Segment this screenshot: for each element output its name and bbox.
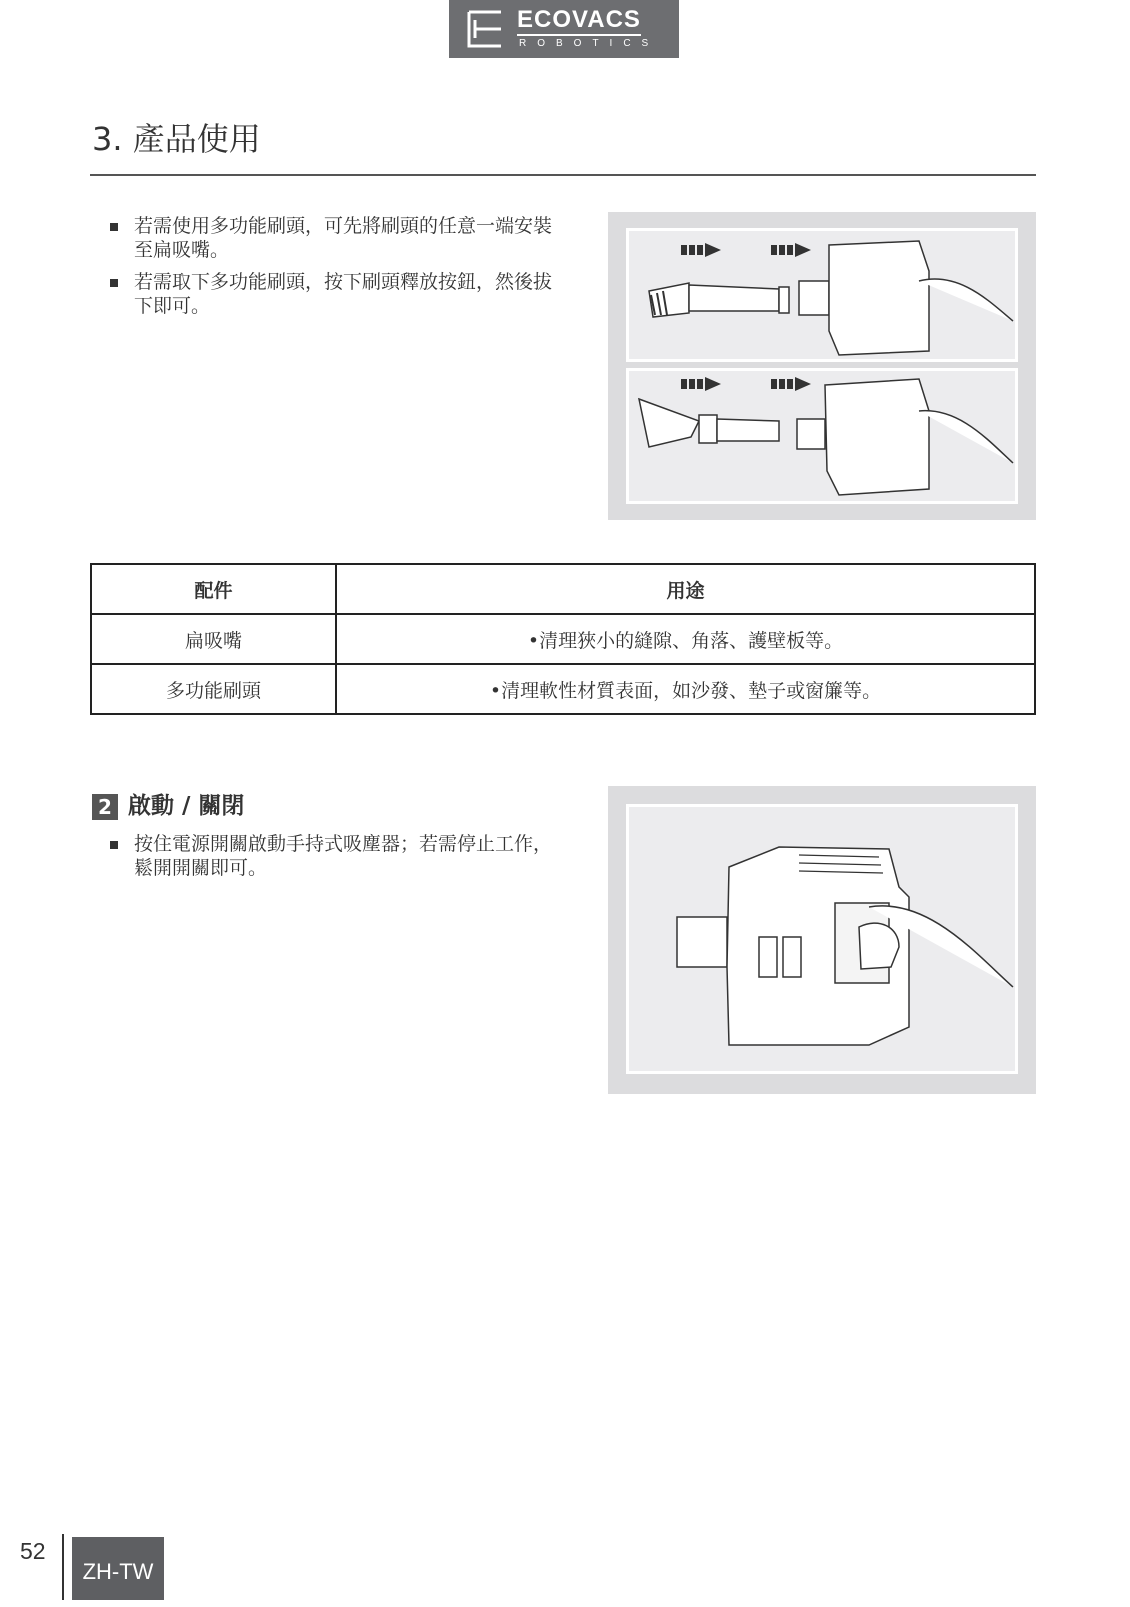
hand-holding-vacuum-drawing [629, 807, 1015, 1071]
table-cell-use: •清理狹小的縫隙、角落、護壁板等。 [336, 614, 1035, 664]
attach-brush-illustration [608, 212, 1036, 520]
accessory-table [90, 563, 1036, 715]
list-item: 按住電源開關啟動手持式吸塵器；若需停止工作，鬆開開關即可。 [108, 832, 568, 880]
table-cell-accessory: 扁吸嘴 [91, 614, 336, 664]
section2-title: 啟動 / 關閉 [128, 793, 245, 819]
attach-brush-drawing [629, 371, 1015, 501]
table-row [91, 614, 1035, 664]
illustration-panel-bottom [626, 368, 1018, 504]
brand-name: ECOVACS [517, 6, 641, 36]
page-number: 52 [20, 1538, 46, 1564]
section1-bullet-list [108, 214, 568, 326]
footer-divider [62, 1534, 64, 1600]
brand-subtitle: ROBOTICS [519, 38, 660, 49]
column-header-use: 用途 [336, 564, 1035, 614]
ecovacs-logo-icon [467, 10, 503, 48]
section2-heading [92, 787, 244, 820]
column-header-accessory: 配件 [91, 564, 336, 614]
table-cell-accessory: 多功能刷頭 [91, 664, 336, 714]
attach-nozzle-drawing [629, 231, 1015, 359]
list-item: 若需取下多功能刷頭，按下刷頭釋放按鈕，然後拔下即可。 [108, 270, 568, 318]
illustration-panel [626, 804, 1018, 1074]
list-item: 若需使用多功能刷頭，可先將刷頭的任意一端安裝至扁吸嘴。 [108, 214, 568, 262]
language-badge: ZH-TW [72, 1537, 164, 1600]
section2-bullet-list [108, 832, 568, 888]
power-switch-illustration [608, 786, 1036, 1094]
page-title: 3. 產品使用 [92, 120, 261, 158]
table-cell-use: •清理軟性材質表面，如沙發、墊子或窗簾等。 [336, 664, 1035, 714]
title-divider [90, 174, 1036, 176]
illustration-panel-top [626, 228, 1018, 362]
table-header-row [91, 564, 1035, 614]
table-row [91, 664, 1035, 714]
brand-logo [449, 0, 679, 58]
section-number-badge: 2 [92, 794, 118, 820]
